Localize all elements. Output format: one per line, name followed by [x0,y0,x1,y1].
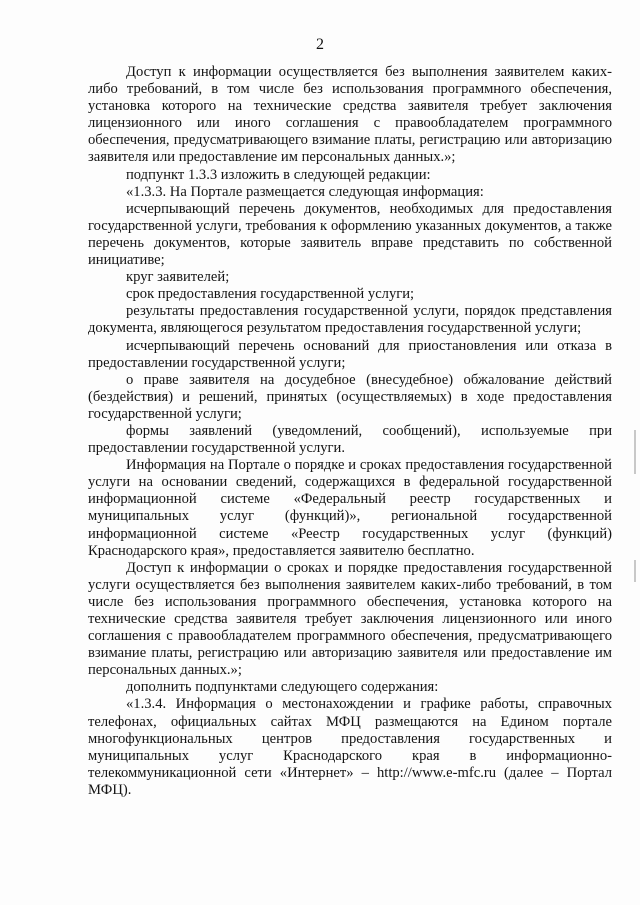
paragraph-refusal-grounds: исчерпывающий перечень оснований для приостановления или отказа в предоставлении государственной услуги; [88,337,612,371]
paragraph-appeal-right: о праве заявителя на досудебное (внесудебное) обжалование действий (бездействия) и решений, принятых (осуществляемых) в ходе предоставления государственной услуги; [88,371,612,422]
paragraph-133-heading: «1.3.3. На Портале размещается следующая информация: [126,183,484,200]
paragraph-134-mfc: «1.3.4. Информация о местонахождении и графике работы, справочных телефонах, официальных сайтах МФЦ размещаются на Едином портале многофункциональных центров предоставления государственных и муниципальных услуг Краснодарского края в информационно-телекоммуникационной сети «Интернет» – http://www.e-mfc.ru (далее – Портал МФЦ). [88,696,612,798]
paragraph-application-forms: формы заявлений (уведомлений, сообщений), используемые при предоставлении государственной услуги. [88,422,612,457]
paragraph-portal-info: Информация на Портале о порядке и сроках предоставления государственной услуги на основании сведений, содержащихся в федеральной государственной информационной системе «Федеральный реестр государственных и муниципальных услуг (функций)», региональной государственной информационной системе «Реестр государственных услуг (функций) Краснодарского края», предоставляется заявителю бесплатно. [88,457,612,559]
scan-edge-mark [634,560,636,582]
scan-edge-mark [634,430,636,474]
paragraph-access-info-2: Доступ к информации о сроках и порядке предоставления государственной услуги осуществляется без выполнения заявителем каких-либо требований, в том числе без использования программного обеспечения, установка которого на технические средства заявителя требует заключения лицензионного или иного соглашения с правообладателем программного обеспечения, предусматривающего взимание платы, регистрацию или авторизацию заявителя или предоставление им персональных данных.»; [88,559,612,679]
paragraph-service-term: срок предоставления государственной услуги; [126,286,415,303]
paragraph-service-results: результаты предоставления государственной услуги, порядок представления документа, являющегося результатом предоставления государственной услуги; [88,303,612,337]
paragraph-add-subpoints: дополнить подпунктами следующего содержания: [126,679,439,696]
paragraph-access-info-1: Доступ к информации осуществляется без выполнения заявителем каких-либо требований, в том числе без использования программного обеспечения, установка которого на технические средства заявителя требует заключения лицензионного или иного соглашения с правообладателем программного обеспечения, предусматривающего взимание платы, регистрацию или авторизацию заявителя или предоставление им персональных данных.»; [88,64,612,166]
paragraph-applicants: круг заявителей; [126,269,230,286]
document-body [88,64,612,799]
paragraph-documents-list: исчерпывающий перечень документов, необходимых для предоставления государственной услуги, требования к оформлению указанных документов, а также перечень документов, которые заявитель вправе представить по собственной инициативе; [88,200,612,269]
paragraph-subpoint-133-instruction: подпункт 1.3.3 изложить в следующей редакции: [126,166,431,183]
page-number: 2 [316,36,324,53]
